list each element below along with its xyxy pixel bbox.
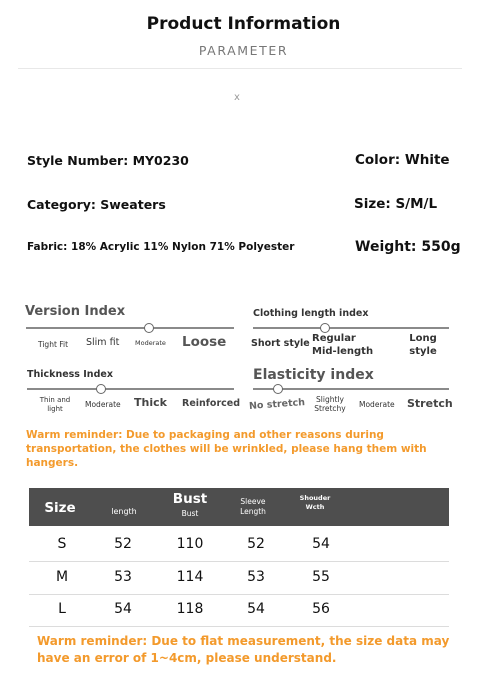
length-option: Long style <box>409 333 437 357</box>
elasticity-option: Slightly Stretchy <box>314 395 346 414</box>
cell-shoulder: 55 <box>312 569 330 585</box>
page-subtitle: PARAMETER <box>198 43 289 58</box>
style-number: Style Number: MY0230 <box>27 153 189 168</box>
version-index-title: Version Index <box>25 304 126 319</box>
warm-reminder-measurement: Warm reminder: Due to flat measurement, the size data may have an error of 1~4cm, please understand. <box>37 634 450 665</box>
fabric-info: Fabric: 18% Acrylic 11% Nylon 71% Polyester <box>27 241 295 253</box>
cell-shoulder: 54 <box>312 536 330 552</box>
header-sleeve-length: Length <box>240 507 266 516</box>
cell-length: 54 <box>114 601 132 617</box>
weight-info: Weight: 550g <box>355 239 461 255</box>
cell-size: L <box>58 601 66 617</box>
length-option: Regular Mid-length <box>312 333 374 357</box>
cell-bust: 114 <box>176 569 204 585</box>
length-index-marker <box>320 323 330 333</box>
header-divider <box>18 68 462 69</box>
thickness-option: Reinforced <box>182 398 240 409</box>
header-bust-sub: Bust <box>181 509 199 518</box>
elasticity-option: Moderate <box>359 400 395 409</box>
cell-size: S <box>57 536 67 552</box>
cell-sleeve: 53 <box>247 569 265 585</box>
thickness-index-title: Thickness Index <box>27 369 113 380</box>
elasticity-option: Stretch <box>407 397 453 410</box>
length-index-track <box>253 327 449 329</box>
elasticity-index-title: Elasticity index <box>253 367 374 383</box>
cell-size: M <box>55 569 69 585</box>
page-title: Product Information <box>146 14 341 34</box>
version-index-track <box>26 327 234 329</box>
image-placeholder-mark: x <box>234 92 240 103</box>
version-option: Slim fit <box>86 337 120 348</box>
cell-length: 52 <box>114 536 132 552</box>
header-length: length <box>111 507 137 516</box>
color-info: Color: White <box>355 152 450 168</box>
table-divider <box>29 626 449 627</box>
cell-length: 53 <box>114 569 132 585</box>
cell-bust: 110 <box>176 536 204 552</box>
thickness-option: Thin and light <box>39 396 71 413</box>
cell-sleeve: 52 <box>247 536 265 552</box>
category-info: Category: Sweaters <box>27 197 166 212</box>
header-bust: Bust <box>172 491 208 507</box>
thickness-option: Thick <box>134 396 167 409</box>
thickness-index-marker <box>96 384 106 394</box>
warm-reminder-wrinkles: Warm reminder: Due to packaging and other reasons during transportation, the clothes will be wrinkled, please hang them with hangers. <box>26 429 427 469</box>
elasticity-option: No stretch <box>248 397 306 412</box>
table-row <box>29 529 449 561</box>
header-shoulder-width: Wcth <box>305 503 325 511</box>
thickness-index-track <box>27 388 234 390</box>
length-option: Short style <box>251 338 310 349</box>
table-row <box>29 562 449 594</box>
elasticity-index-marker <box>273 384 283 394</box>
header-sleeve: Sleeve <box>240 497 266 506</box>
version-option: Loose <box>182 334 227 350</box>
table-row <box>29 594 449 626</box>
size-table-header <box>29 488 449 526</box>
version-option: Tight Fit <box>38 340 69 349</box>
version-index-marker <box>144 323 154 333</box>
length-index-title: Clothing length index <box>253 308 369 319</box>
size-info: Size: S/M/L <box>354 196 438 212</box>
header-size: Size <box>44 500 76 516</box>
thickness-option: Moderate <box>85 400 121 409</box>
cell-shoulder: 56 <box>312 601 330 617</box>
header-shoulder: Shouder <box>299 494 331 502</box>
cell-bust: 118 <box>176 601 204 617</box>
cell-sleeve: 54 <box>247 601 265 617</box>
version-option: Moderate <box>135 339 166 347</box>
